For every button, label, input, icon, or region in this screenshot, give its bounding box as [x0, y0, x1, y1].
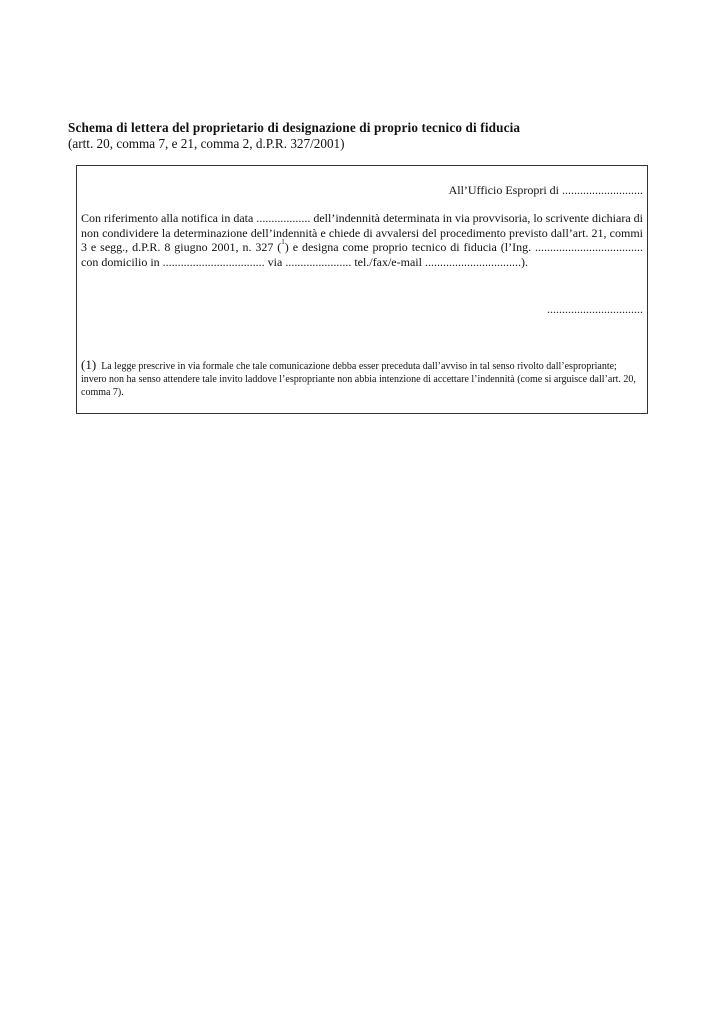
document-heading	[68, 120, 658, 152]
letter-template-box	[76, 165, 648, 414]
document-title: Schema di lettera del proprietario di designazione di proprio tecnico di fiducia	[68, 120, 521, 135]
signature-line: ................................	[547, 302, 643, 316]
footnote	[81, 358, 643, 399]
document-subtitle: (artt. 20, comma 7, e 21, comma 2, d.P.R. 327/2001)	[68, 136, 345, 151]
footnote-mark-number: 1	[85, 357, 92, 372]
footnote-mark-open: (	[81, 357, 86, 372]
letter-body-part-1: Con riferimento alla notifica in data .................. dell’indennità determinata in via provvisoria, lo scrivente dichiara di non condividere la determinazione dell’indennità e chiede di avvalersi del procedimento previsto dall’art. 21, commi 3 e segg., d.P.R. 8 giugno 2001, n. 327 (	[81, 211, 643, 254]
footnote-text: La legge prescrive in via formale che tale comunicazione debba esser preceduta dall’avviso in tal senso rivolto dall’espropriante; invero non ha senso attendere tale invito laddove l’espropriante non abbia intenzione di accettare l’indennità (come si arguisce dall’art. 20, comma 7).	[81, 361, 636, 398]
footnote-mark-close: )	[91, 357, 97, 372]
letter-body	[81, 211, 643, 269]
letter-body-part-2: ) e designa come proprio tecnico di fiducia (l’Ing. .................................... con domicilio in .................................. via ...................... tel./fax/e-mail ................................).	[81, 240, 643, 269]
footnote-reference: 1	[281, 238, 285, 246]
letter-addressee: All’Ufficio Espropri di ...........................	[448, 183, 643, 197]
